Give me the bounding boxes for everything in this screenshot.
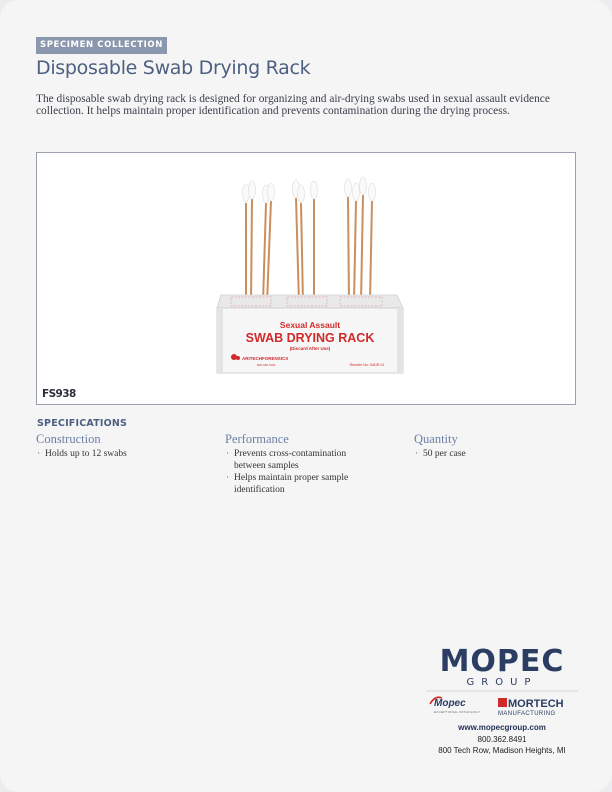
box-line1: Sexual Assault bbox=[279, 320, 341, 330]
product-image-frame bbox=[36, 152, 576, 405]
partner1-name: Mopec bbox=[434, 698, 466, 709]
mopec-group-logo bbox=[424, 645, 580, 720]
contact-block bbox=[424, 722, 580, 757]
spec-performance bbox=[225, 432, 375, 497]
specifications-heading: SPECIFICATIONS bbox=[37, 418, 128, 429]
product-image bbox=[37, 153, 575, 404]
box-line2: SWAB DRYING RACK bbox=[245, 331, 375, 345]
product-code: FS938 bbox=[42, 388, 76, 400]
box-phone: 800.438.7064 bbox=[257, 363, 276, 367]
partner2-name: MORTECH bbox=[508, 698, 564, 710]
spec-performance-title: Performance bbox=[225, 432, 289, 446]
spec-quantity-title: Quantity bbox=[414, 432, 458, 446]
box-line3: (Discard After Use) bbox=[289, 346, 331, 351]
brand-sub: GROUP bbox=[466, 677, 538, 688]
partner1-tag: EXCEPTIONAL PATHOLOGY bbox=[434, 710, 481, 714]
box-brand-icon bbox=[231, 354, 237, 360]
swabs bbox=[246, 195, 372, 303]
mortech-square-icon bbox=[498, 698, 507, 707]
page-title: Disposable Swab Drying Rack bbox=[36, 57, 311, 79]
spec-quantity bbox=[414, 432, 584, 462]
spec-construction-title: Construction bbox=[36, 432, 101, 446]
partner2-tag: MANUFACTURING bbox=[498, 711, 556, 717]
spec-construction bbox=[36, 432, 206, 462]
phone-number: 800.362.8491 bbox=[477, 734, 527, 744]
spec-item: · Holds up to 12 swabs bbox=[36, 449, 206, 461]
category-badge: SPECIMEN COLLECTION bbox=[36, 37, 167, 54]
swab-tips bbox=[243, 177, 376, 203]
brand-name: MOPEC bbox=[439, 645, 565, 679]
spec-item: · 50 per case bbox=[414, 449, 584, 461]
product-description: The disposable swab drying rack is designed for organizing and air-drying swabs used in sexual assault evidence collection. It helps maintain proper identification and prevents contamination during the drying process. bbox=[36, 93, 550, 118]
box-brand: ARITECHFORENSICS bbox=[242, 356, 289, 361]
address: 800 Tech Row, Madison Heights, MI bbox=[438, 746, 566, 755]
spec-item: · Helps maintain proper sample identification bbox=[225, 473, 375, 496]
spec-item: · Prevents cross-contamination between samples bbox=[225, 449, 375, 472]
website-link[interactable]: www.mopecgroup.com bbox=[458, 723, 546, 732]
box-reorder: Reorder No: SADR-01 bbox=[349, 363, 385, 367]
